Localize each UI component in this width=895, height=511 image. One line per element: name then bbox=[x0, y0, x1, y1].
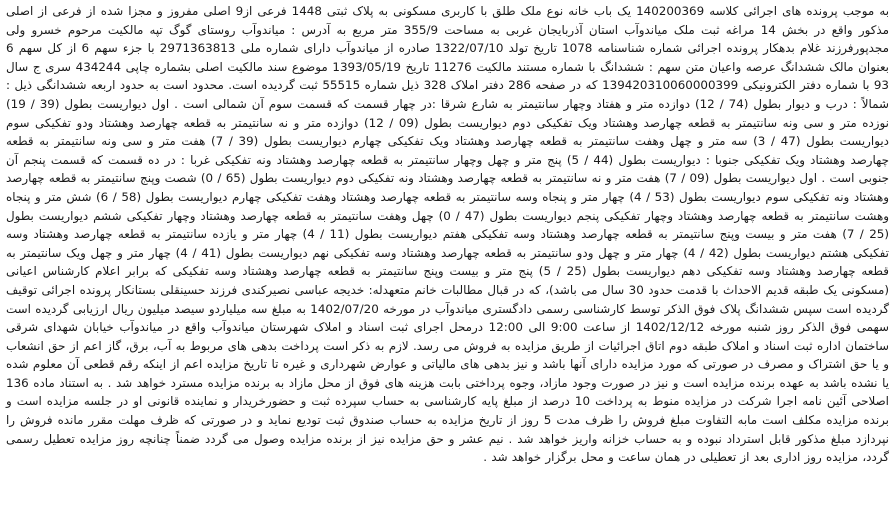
auction-notice-text: به موجب پرونده های اجرائی کلاسه 140200369 یک باب خانه نوع ملک طلق با کاربری مسکونی به پلاک ثبتی 1448 فرعی از9 اصلی مفروز و مجزا شده از فرعی از اصلی مذکور واقع در بخش 14 مراغه ثبت ملک میاندوآب استان آذربایجان غربی به مساحت 355/9 متر مربع به آدرس : میاندوآب روستای گوگ تپه مالکیت مرحوم خسرو ولی مجدپورفرزند غلام بدهکار پرونده اجرائی شماره شناسنامه 1078 تاریخ تولد 1322/07/10 صادره از میاندوآب دارای شماره ملی 2971363813 با جزء سهم 6 از کل سهم 6 بعنوان مالک ششدانگ عرصه واعیان متن سهم : ششدانگ با شماره مستند مالکیت 11276 تاریخ 1393/05/19 موضوع سند مالکیت اصلی بشماره چاپی 434244 سری ج سال 93 با شماره دفتر الکترونیکی 139420310060000399 که در صفحه 286 دفتر املاک 328 ذیل شماره 55515 ثبت گردیده است. محدود است به حدود اربعه ششدانگی ذیل : شمالاً : درب و دیوار بطول (74 / 12) دوازده متر و هفتاد وچهار سانتیمتر به شارع شرقا :در چهار قسمت که قسمت سوم آن شمالی است . اول دیواریست بطول (39 / 19) نوزده متر و سی ونه سانتیمتر به قطعه چهارصد وهشتاد ویک تفکیکی دوم دیواریست بطول (09 / 12) دوازده متر و نه سانتیمتر به قطعه چهارصد وهشتاد ودو تفکیکی سوم دیواریست بطول (47 / 3) سه متر و چهل وهفت سانتیمتر به قطعه چهارصد وهشتاد ویک تفکیکی چهارم دیواریست بطول (39 / 7) هفت متر و سی ونه سانتیمتر به قطعه چهارصد وهشتاد ویک تفکیکی جنوبا : دیواریست بطول (44 / 5) پنج متر و چهل وچهار سانتیمتر به قطعه چهارصد وهشتاد ونه تفکیکی غربا : در ده قسمت که قسمت پنجم آن جنوبی است . اول دیواریست بطول (09 / 7) هفت متر و نه سانتیمتر به قطعه چهارصد وهشتاد ونه تفکیکی دوم دیواریست بطول (65 / 0) شصت وپنج سانتیمتر به قطعه چهارصد وهشتاد ونه تفکیکی سوم دیواریست بطول (53 / 4) چهار متر و پنجاه وسه سانتیمتر به قطعه چهارصد وهشتاد وهفت تفکیکی چهارم دیواریست بطول (58 / 6) شش متر و پنجاه وهشت سانتیمتر به قطعه چهارصد وهشتاد وچهار تفکیکی پنجم دیواریست بطول (47 / 0) چهل وهفت سانتیمتر به قطعه چهارصد وهشتاد وچهار تفکیکی ششم دیواریست بطول (25 / 7) هفت متر و بیست وپنج سانتیمتر به قطعه چهارصد وهشتاد وسه تفکیکی هفتم دیواریست بطول (11 / 4) چهار متر و یازده سانتیمتر به قطعه چهارصد وهشتاد وسه تفکیکی هشتم دیواریست بطول (42 / 4) چهار متر و چهل ودو سانتیمتر به قطعه چهارصد وهشتاد وسه تفکیکی نهم دیواریست بطول (41 / 4) چهار متر و چهل ویک سانتیمتر به قطعه چهارصد وهشتاد وسه تفکیکی دهم دیواریست بطول (25 / 5) پنج متر و بیست وپنج سانتیمتر به قطعه چهارصد وهشتاد وسه تفکیکی که برابر اعلام کارشناس اعیانی (مسکونی یک طبقه قدیم الاحداث با قدمت حدود 30 سال می باشد)، که در قبال مطالبات خانم متعهدله: خدیجه عباسی نصیرکندی فرزند حسینقلی بستانکار پرونده اجرائی توقیف گردیده است سپس ششدانگ پلاک فوق الذکر توسط کارشناسی رسمی دادگستری میاندوآب در مورخه 1402/07/20 به مبلغ سه میلیاردو سیصد میلیون ریال ارزیابی گردیده است سهمی فوق الذکر روز شنبه مورخه 1402/12/12 از ساعت 9:00 الی 12:00 درمحل اجرای ثبت اسناد و املاک شهرستان میاندوآب واقع در میاندوآب خیابان شهدای شرقی ساختمان اداره ثبت اسناد و املاک طبقه دوم اتاق اجرائیات از طریق مزایده به فروش می رسد. لازم به ذکر است پرداخت بدهی های مربوط به آب، برق، گاز اعم از حق انشعاب و یا حق اشتراک و مصرف در صورتی که مورد مزایده دارای آنها باشد و نیز بدهی های مالیاتی و عوارض شهرداری و غیره تا تاریخ مزایده اعم از اینکه رقم قطعی آن معلوم شده یا نشده باشد به عهده برنده مزایده است و نیز در صورت وجود مازاد، وجوه پرداختی بابت هزینه های فوق از محل مازاد به برنده مزایده مسترد خواهد شد . به استناد ماده 136 اصلاحی آئین نامه اجرا شرکت در مزایده منوط به پرداخت 10 درصد از مبلغ پایه کارشناسی به حساب سپرده ثبت و حضورخریدار و نماینده قانونی او در جلسه مزایده است و برنده مزایده مکلف است مابه التفاوت مبلغ فروش را ظرف مدت 5 روز از تاریخ مزایده به حساب صندوق ثبت تودیع نماید و در صورتی که ظرف مهلت مقرر مانده فروش را نپردازد مبلغ مذکور قابل استرداد نبوده و به حساب خزانه واریز خواهد شد . نیم عشر و حق مزایده نیز از برنده مزایده وصول می گردد ضمناً چنانچه روز مزایده تعطیل رسمی گردد، مزایده روز اداری بعد از تعطیلی در همان ساعت و محل برگزار خواهد شد . bbox=[6, 4, 890, 465]
